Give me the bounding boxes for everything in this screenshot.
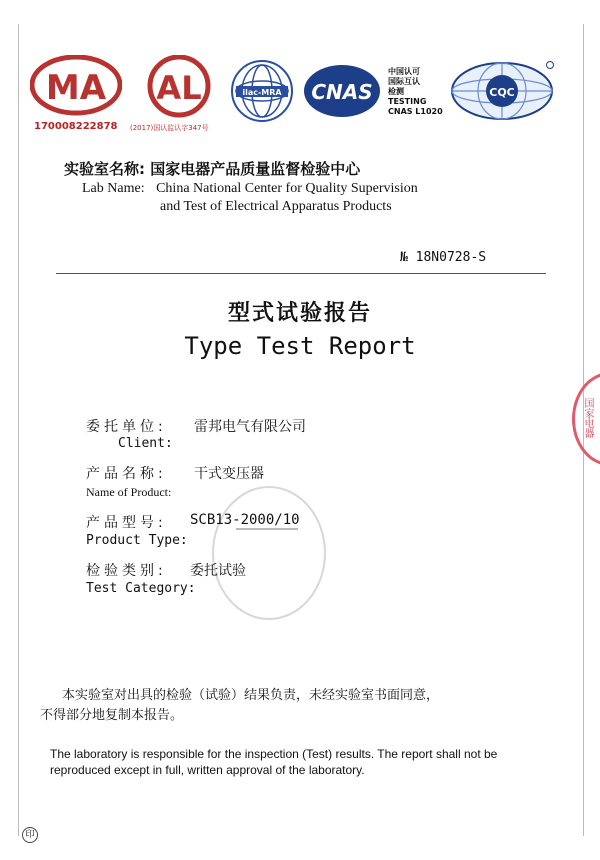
ilac-mra-logo — [230, 59, 294, 127]
test-category-value: 委托试验 — [190, 563, 246, 579]
client-value: 雷邦电气有限公司 — [194, 419, 306, 435]
cal-logo-text: AL — [156, 69, 202, 107]
lab-name-cn — [64, 158, 360, 179]
cnas-side-text — [388, 67, 443, 117]
lab-name-en — [82, 180, 418, 216]
cma-logo-text: MA — [45, 68, 107, 108]
side-seal-text: 国家电器 — [582, 398, 593, 438]
report-title-en: Type Test Report — [184, 332, 416, 360]
notice-cn — [40, 686, 560, 726]
notice-en: The laboratory is responsible for the inspection (Test) results. The report shall not be reproduced except in full, written approval of the laboratory. — [50, 747, 498, 777]
globe-logo-text: CQC — [489, 86, 515, 99]
cma-logo — [30, 55, 122, 123]
cnas-side-line: 检测 — [388, 87, 404, 96]
lab-name-en-line2: and Test of Electrical Apparatus Products — [160, 199, 392, 214]
lab-name-cn-label: 实验室名称: — [64, 160, 145, 178]
cal-note: (2017)国认监认字347号 — [130, 124, 209, 132]
divider — [56, 273, 546, 274]
accreditation-logos — [30, 55, 570, 135]
faded-seal-line — [236, 528, 298, 530]
lab-name-cn-value: 国家电器产品质量监督检验中心 — [150, 160, 361, 178]
notice-cn-line2: 不得部分地复制本报告。 — [40, 708, 184, 723]
client-label-cn: 委托单位: — [86, 419, 167, 435]
cnas-side-line: CNAS L1020 — [388, 107, 443, 116]
report-title-cn: 型式试验报告 — [227, 301, 372, 326]
product-name-label-cn: 产品名称: — [86, 466, 167, 482]
cnas-side-line: TESTING — [388, 97, 427, 106]
cal-logo — [142, 55, 216, 123]
cnas-logo-text: CNAS — [311, 80, 373, 104]
report-number: № 18N0728-S — [400, 250, 487, 265]
notice-cn-line1: 本实验室对出具的检验（试验）结果负责，未经实验室书面同意， — [62, 688, 440, 703]
product-type-label-cn: 产品型号: — [86, 515, 167, 531]
corner-mark: 印 — [22, 827, 38, 843]
certification-globe-logo — [448, 59, 556, 127]
cma-reg-no: 170008222878 — [34, 121, 118, 132]
product-type-label-en: Product Type: — [86, 533, 188, 548]
test-category-label-en: Test Category: — [86, 581, 196, 596]
lab-name-en-label: Lab Name: — [82, 181, 145, 196]
cnas-side-line: 国际互认 — [388, 77, 420, 86]
cnas-side-line: 中国认可 — [388, 67, 420, 76]
product-type-value: SCB13-2000/10 — [190, 512, 300, 528]
faded-seal — [212, 486, 326, 620]
lab-name-en-line1: China National Center for Quality Supervision — [156, 181, 418, 196]
ilac-logo-text: ilac-MRA — [242, 88, 282, 97]
product-name-label-en: Name of Product: — [86, 485, 172, 499]
client-label-en: Client: — [118, 436, 173, 451]
cnas-logo — [302, 63, 382, 123]
product-name-value: 干式变压器 — [194, 466, 264, 482]
test-category-label-cn: 检验类别: — [86, 563, 167, 579]
